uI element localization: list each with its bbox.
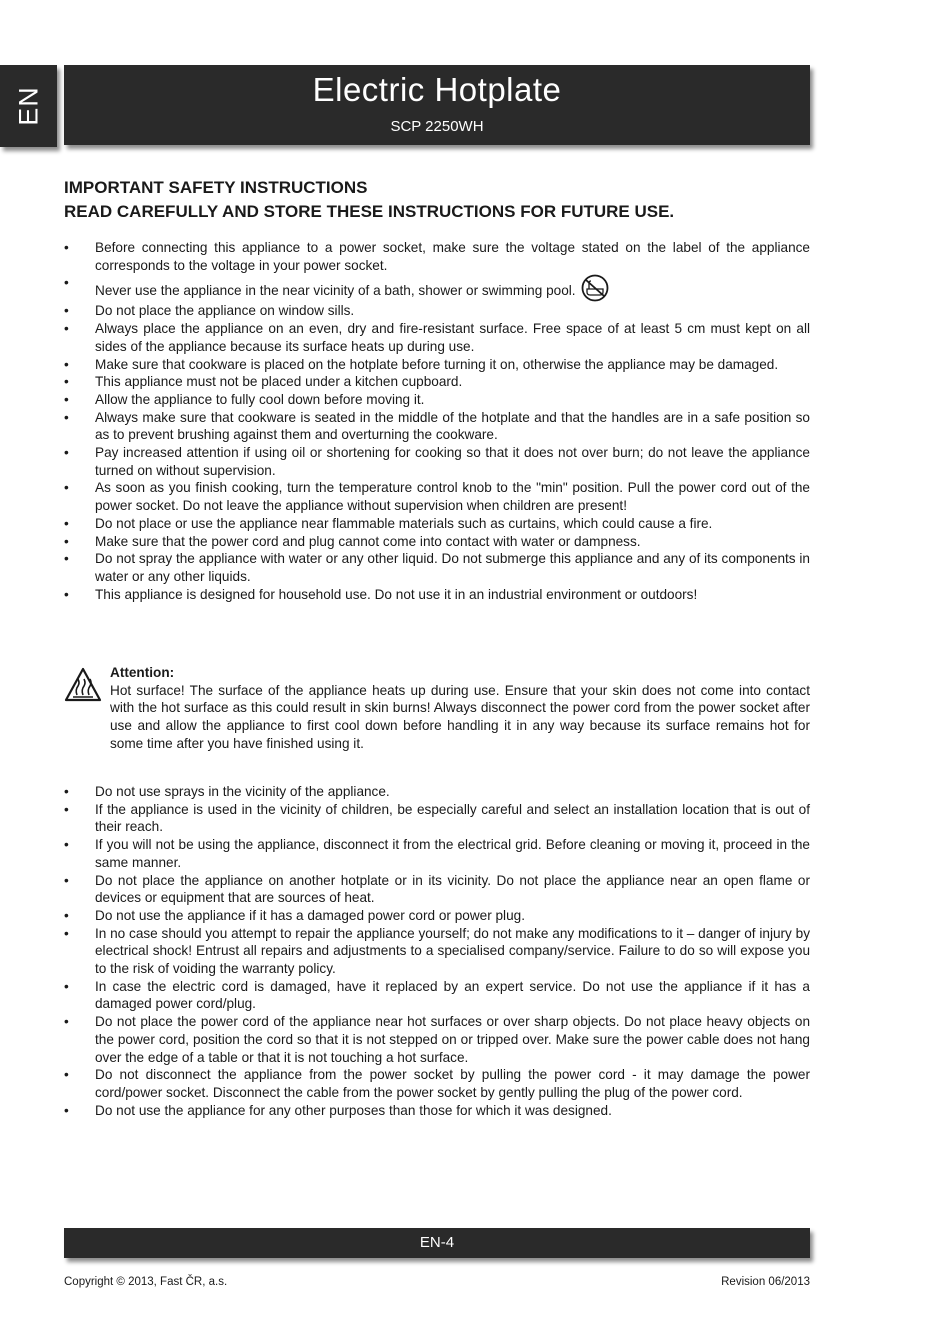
bullet: •: [64, 872, 69, 888]
list-item: [64, 907, 810, 925]
list-item-text: Never use the appliance in the near vicinity of a bath, shower or swimming pool.: [95, 283, 576, 299]
language-tab-label: EN: [13, 86, 43, 126]
bullet: •: [64, 1067, 69, 1083]
page-header: [64, 65, 810, 145]
list-item: [64, 586, 810, 604]
bullet: •: [64, 391, 69, 407]
list-item-text: Do not use the appliance for any other purposes than those for which it was designed.: [95, 1102, 612, 1118]
list-item: [64, 533, 810, 551]
bullet: •: [64, 240, 69, 255]
list-item-text: Do not disconnect the appliance from the power socket by pulling the power cord - it may damage the power cord/power socket. Disconnect the cable from the power socket by gently pulling the plug of the power cord.: [95, 1067, 810, 1100]
list-item-text: If you will not be using the appliance, disconnect it from the electrical grid. Before cleaning or moving it, proceed in the same manner.: [95, 837, 810, 870]
list-item: [64, 515, 810, 533]
model-number: SCP 2250WH: [390, 118, 484, 135]
list-item: [64, 550, 810, 585]
bullet: •: [64, 586, 69, 602]
bullet: •: [64, 1014, 69, 1030]
copyright: Copyright © 2013, Fast ČR, a.s.: [64, 1276, 228, 1288]
list-item: [64, 391, 810, 409]
bullet: •: [64, 1102, 69, 1118]
list-item: [64, 1013, 810, 1066]
bullet: •: [64, 801, 69, 817]
attention-title: Attention:: [110, 665, 175, 680]
list-item-text: Always place the appliance on an even, dry and fire-resistant surface. Free space of at least 5 cm must kept on all sides of the appliance because its surface heats up during use.: [95, 321, 810, 354]
bullet: •: [64, 409, 69, 425]
list-item-text: Do not use the appliance if it has a damaged power cord or power plug.: [95, 907, 525, 923]
list-item: [64, 356, 810, 374]
list-item-text: Do not spray the appliance with water or any other liquid. Do not submerge this appliance and any of its components in water or any other liquids.: [95, 551, 810, 584]
list-item: [64, 783, 810, 801]
list-item-text: This appliance must not be placed under a kitchen cupboard.: [95, 374, 463, 390]
list-item: [64, 239, 810, 274]
list-item-text: Make sure that the power cord and plug cannot come into contact with water or dampness.: [95, 533, 641, 549]
bullet: •: [64, 837, 69, 853]
list-item-text: As soon as you finish cooking, turn the temperature control knob to the "min" position. Pull the power cord out of the power socket. Do not leave the appliance without supervision when children are present!: [95, 480, 810, 514]
list-item-text: Do not place the appliance on another hotplate or in its vicinity. Do not place the appliance near an open flame or devices or equipment that are sources of heat.: [95, 872, 810, 906]
no-bath-icon: [580, 274, 610, 302]
list-item: [64, 978, 810, 1013]
list-item: [64, 836, 810, 871]
list-item-text: Always make sure that cookware is seated in the middle of the hotplate and that the handles are in a safe position so as to prevent brushing against them and overturning the cookware.: [95, 409, 810, 443]
bullet: •: [64, 321, 69, 337]
list-item: [64, 925, 810, 978]
bullet: •: [64, 978, 69, 994]
attention-text: Hot surface! The surface of the appliance heats up during use. Ensure that your skin does not come into contact with the hot surface as this could result in skin burns! Always disconnect the power cord from the power socket after use and allow the appliance to first cool down before handling it in any way because its surface remains hot for some time after you have finished using it.: [110, 682, 810, 751]
safety-list-2: [64, 783, 810, 1119]
list-item: [64, 302, 810, 320]
list-item-text: In case the electric cord is damaged, have it replaced by an expert service. Do not use the appliance if it has a damaged power cord/plug.: [95, 978, 810, 1012]
list-item-text: Do not place or use the appliance near flammable materials such as curtains, which could cause a fire.: [95, 515, 713, 531]
list-item: [64, 479, 810, 514]
bullet: •: [64, 275, 69, 291]
page-number: EN-4: [419, 1234, 455, 1251]
list-item-text: Make sure that cookware is placed on the hotplate before turning it on, otherwise the appliance may be damaged.: [95, 356, 779, 372]
attention-box: [64, 664, 810, 753]
bullet: •: [64, 925, 69, 941]
safety-heading: [64, 176, 810, 224]
list-item-text: Before connecting this appliance to a power socket, make sure the voltage stated on the label of the appliance corresponds to the voltage in your power socket.: [95, 240, 810, 273]
bullet: •: [64, 533, 69, 549]
list-item: [64, 444, 810, 479]
safety-heading-line2: READ CAREFULLY AND STORE THESE INSTRUCTIONS FOR FUTURE USE.: [64, 202, 675, 221]
bullet: •: [64, 515, 69, 531]
list-item-text: Do not place the appliance on window sills.: [95, 303, 355, 319]
bullet: •: [64, 551, 69, 567]
list-item-text: This appliance is designed for household use. Do not use it in an industrial environment or outdoors!: [95, 586, 698, 602]
list-item: [64, 801, 810, 836]
list-item: [64, 274, 810, 302]
hot-surface-warning-icon: [64, 667, 102, 703]
revision: Revision 06/2013: [721, 1276, 810, 1288]
bullet: •: [64, 907, 69, 923]
safety-list-1: [64, 239, 810, 603]
language-tab: [0, 65, 57, 147]
list-item-text: If the appliance is used in the vicinity of children, be especially careful and select an installation location that is out of their reach.: [95, 801, 810, 835]
safety-heading-line1: IMPORTANT SAFETY INSTRUCTIONS: [64, 178, 368, 197]
list-item-text: Do not use sprays in the vicinity of the appliance.: [95, 784, 390, 799]
list-item: [64, 373, 810, 391]
bullet: •: [64, 374, 69, 390]
bullet: •: [64, 445, 69, 461]
bullet: •: [64, 480, 69, 496]
list-item: [64, 409, 810, 444]
bullet: •: [64, 356, 69, 372]
page-title: Electric Hotplate: [312, 71, 562, 108]
list-item: [64, 1066, 810, 1101]
list-item: [64, 872, 810, 907]
list-item-text: Pay increased attention if using oil or shortening for cooking so that it does not over burn; do not leave the appliance turned on without supervision.: [95, 445, 810, 478]
list-item-text: Do not place the power cord of the appliance near hot surfaces or over sharp objects. Do not place heavy objects on the power cord, position the cord so that it is not stepped on or tripped over. Make sure the power cable does not hang over the edge of a table or that it is not touching a hot surface.: [95, 1014, 810, 1065]
list-item: [64, 1102, 810, 1120]
list-item-text: Allow the appliance to fully cool down before moving it.: [95, 391, 425, 407]
page-number-bar: [64, 1228, 810, 1258]
list-item-text: In no case should you attempt to repair the appliance yourself; do not make any modifications to it – danger of injury by electrical shock! Entrust all repairs and adjustments to a specialised company/service. Failure to do so will expose you to the risk of voiding the warranty policy.: [95, 925, 810, 977]
list-item: [64, 320, 810, 355]
bullet: •: [64, 784, 69, 799]
bullet: •: [64, 303, 69, 319]
